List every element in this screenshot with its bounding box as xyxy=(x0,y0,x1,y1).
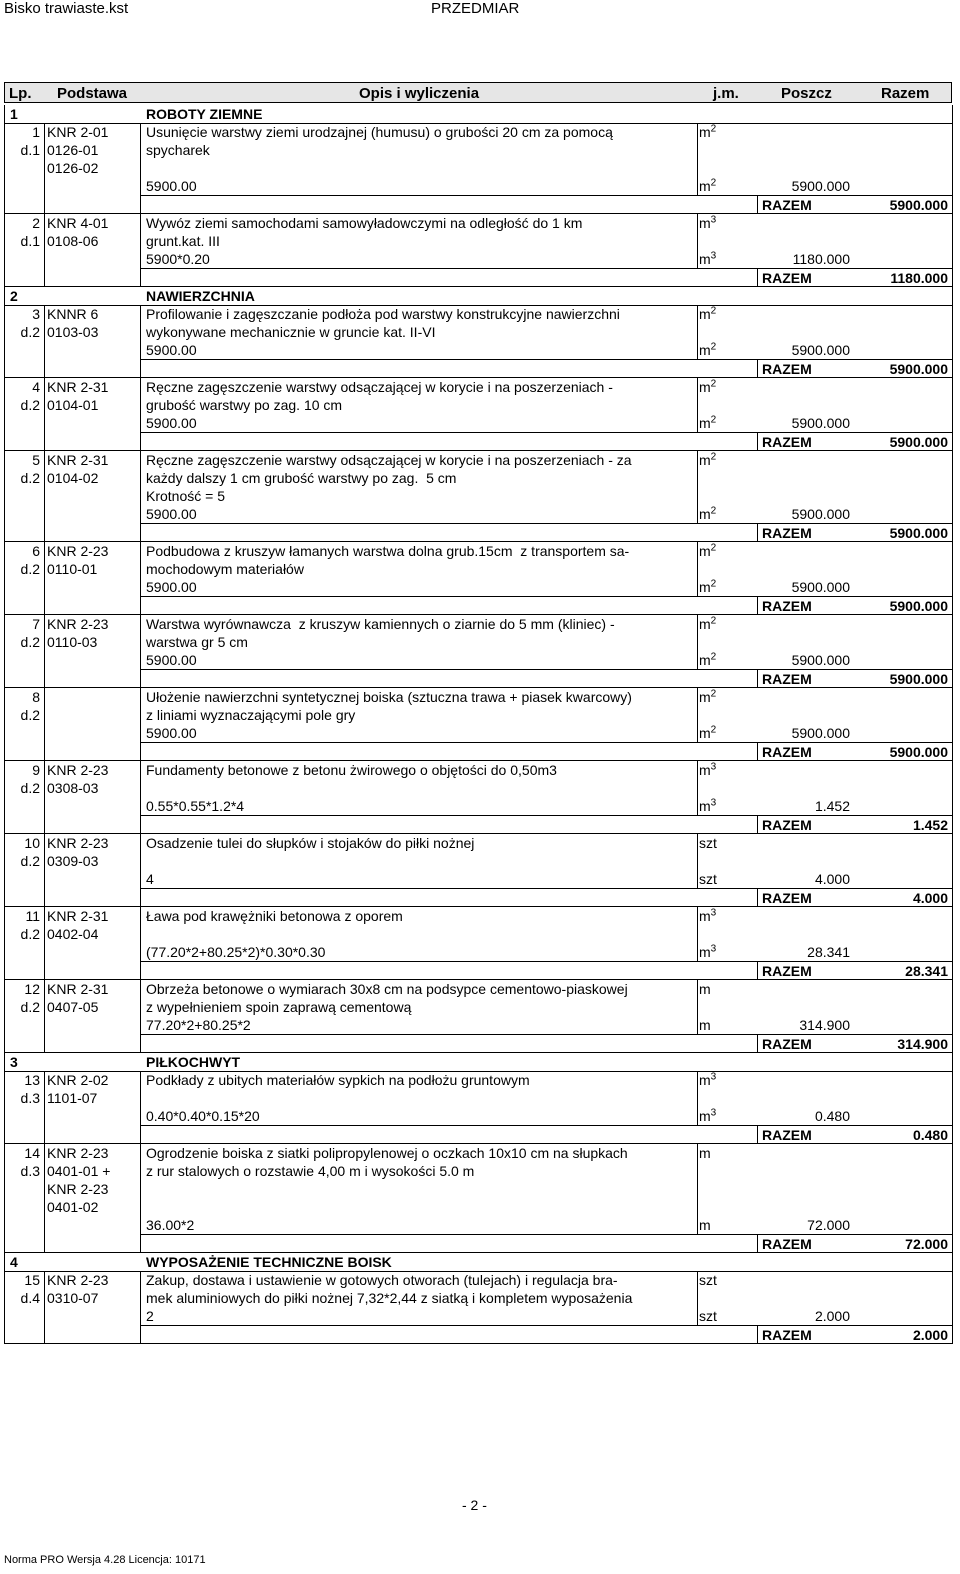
item-chapter: d.1 xyxy=(20,142,40,158)
column-divider xyxy=(140,980,141,1052)
calc-unit: $m^2$ xyxy=(699,578,717,595)
column-divider xyxy=(140,214,141,286)
column-divider xyxy=(140,378,141,450)
razem-label: RAZEM xyxy=(762,1327,812,1343)
item-description: Krotność = 5 xyxy=(146,488,225,504)
column-divider xyxy=(4,378,5,450)
item-basis: 0402-04 xyxy=(47,926,99,942)
item-basis: KNR 2-23 xyxy=(47,1145,109,1161)
column-divider xyxy=(697,542,698,596)
col-podstawa: Podstawa xyxy=(57,85,128,102)
column-divider xyxy=(697,980,698,1034)
column-divider xyxy=(140,542,141,614)
item-description: z rur stalowych o rozstawie 4,00 m i wysokości 5.0 m xyxy=(146,1163,475,1179)
item-number: 11 xyxy=(25,908,40,924)
item-basis: 0110-01 xyxy=(47,561,98,577)
item-chapter: d.2 xyxy=(20,707,40,723)
column-divider xyxy=(697,123,698,195)
column-divider xyxy=(952,1071,953,1143)
razem-value: 5900.000 xyxy=(889,598,948,614)
item-unit: szt xyxy=(699,835,717,851)
column-divider xyxy=(44,451,45,541)
col-lp: Lp. xyxy=(9,85,32,102)
item-chapter: d.2 xyxy=(20,634,40,650)
item-number: 5 xyxy=(32,452,40,468)
column-divider xyxy=(140,761,141,833)
column-divider xyxy=(697,688,698,742)
item-unit: $m^3$ xyxy=(699,761,717,778)
column-divider xyxy=(697,834,698,888)
item-basis: KNR 2-23 xyxy=(47,543,109,559)
column-divider xyxy=(140,907,141,979)
item-number: 10 xyxy=(24,835,40,851)
item-description: Wywóz ziemi samochodami samowyładowczymi na odległość do 1 km xyxy=(146,215,583,231)
item-number: 15 xyxy=(24,1272,40,1288)
item-basis: KNR 2-31 xyxy=(47,379,109,395)
column-divider xyxy=(44,1071,45,1143)
column-divider xyxy=(952,907,953,979)
column-divider xyxy=(697,305,698,359)
footer-license: Norma PRO Wersja 4.28 Licencja: 10171 xyxy=(4,1554,206,1566)
column-divider xyxy=(4,615,5,687)
document-title: PRZEDMIAR xyxy=(431,0,520,17)
calc-formula: 5900.00 xyxy=(146,415,197,431)
razem-label: RAZEM xyxy=(762,744,812,760)
column-divider xyxy=(757,815,758,833)
column-divider xyxy=(140,1271,141,1343)
item-unit: $m^3$ xyxy=(699,1071,717,1088)
item-basis: 0126-01 xyxy=(47,142,99,158)
item-number: 2 xyxy=(32,215,40,231)
calc-formula: 4 xyxy=(146,871,154,887)
column-divider xyxy=(952,305,953,377)
column-divider xyxy=(757,1034,758,1052)
column-divider xyxy=(697,615,698,669)
calc-quantity: 5900.000 xyxy=(791,415,850,431)
item-basis: KNR 2-23 xyxy=(47,1272,109,1288)
column-divider xyxy=(44,378,45,450)
column-divider xyxy=(140,688,141,760)
column-divider xyxy=(952,123,953,213)
razem-value: 314.900 xyxy=(897,1036,948,1052)
razem-value: 4.000 xyxy=(912,890,948,906)
razem-value: 1.452 xyxy=(912,817,948,833)
razem-value: 5900.000 xyxy=(889,361,948,377)
column-divider xyxy=(4,980,5,1052)
razem-label: RAZEM xyxy=(762,598,812,614)
column-divider xyxy=(757,596,758,614)
column-divider xyxy=(44,123,45,213)
section-title: NAWIERZCHNIA xyxy=(146,288,255,304)
calc-quantity: 1.452 xyxy=(814,798,850,814)
item-chapter: d.2 xyxy=(20,397,40,413)
item-unit: $m^2$ xyxy=(699,688,717,705)
calc-formula: 0.40*0.40*0.15*20 xyxy=(146,1108,260,1124)
razem-label: RAZEM xyxy=(762,361,812,377)
column-divider xyxy=(952,1271,953,1343)
column-divider xyxy=(952,1144,953,1252)
column-divider xyxy=(44,907,45,979)
calc-unit: $m^3$ xyxy=(699,1107,717,1124)
razem-label: RAZEM xyxy=(762,270,812,286)
column-divider xyxy=(4,688,5,760)
column-divider xyxy=(757,359,758,377)
item-unit: $m^2$ xyxy=(699,451,717,468)
item-unit: $m^2$ xyxy=(699,542,717,559)
calc-formula: (77.20*2+80.25*2)*0.30*0.30 xyxy=(146,944,326,960)
item-chapter: d.2 xyxy=(20,324,40,340)
razem-value: 5900.000 xyxy=(889,197,948,213)
calc-formula: 36.00*2 xyxy=(146,1217,195,1233)
calc-quantity: 5900.000 xyxy=(791,178,850,194)
item-number: 7 xyxy=(32,616,40,632)
column-divider xyxy=(4,451,5,541)
section-title: PIŁKOCHWYT xyxy=(146,1054,241,1070)
column-divider xyxy=(952,980,953,1052)
item-number: 3 xyxy=(32,306,40,322)
column-divider xyxy=(952,542,953,614)
column-divider xyxy=(4,1053,5,1071)
column-divider xyxy=(757,1234,758,1252)
item-basis: KNR 2-23 xyxy=(47,762,109,778)
item-description: Ułożenie nawierzchni syntetycznej boiska (sztuczna trawa + piasek kwarcowy) xyxy=(146,689,632,705)
column-divider xyxy=(44,688,45,760)
col-jm: j.m. xyxy=(713,85,739,102)
razem-value: 5900.000 xyxy=(889,671,948,687)
item-unit: $m^3$ xyxy=(699,907,717,924)
calc-unit: $m^2$ xyxy=(699,414,717,431)
item-description: Ogrodzenie boiska z siatki polipropylenowej o oczkach 10x10 cm na słupkach xyxy=(146,1145,628,1161)
item-number: 8 xyxy=(32,689,40,705)
column-divider xyxy=(4,1071,5,1143)
column-divider xyxy=(952,1053,953,1071)
item-description: mochodowym materiałów xyxy=(146,561,304,577)
column-divider xyxy=(4,834,5,906)
item-basis: 0309-03 xyxy=(47,853,99,869)
item-unit: $m^2$ xyxy=(699,123,717,140)
item-description: mek aluminiowych do piłki nożnej 7,32*2,44 z siatką i kompletem wyposażenia xyxy=(146,1290,633,1306)
item-chapter: d.3 xyxy=(20,1163,40,1179)
section-number: 3 xyxy=(10,1054,18,1070)
column-divider xyxy=(4,287,5,305)
item-unit: $m^2$ xyxy=(699,305,717,322)
item-description: z wypełnieniem spoin zaprawą cementową xyxy=(146,999,412,1015)
column-divider xyxy=(697,378,698,432)
item-unit: $m^2$ xyxy=(699,615,717,632)
item-chapter: d.2 xyxy=(20,999,40,1015)
calc-unit: $m^2$ xyxy=(699,505,717,522)
column-divider xyxy=(140,123,141,213)
item-basis: 0104-01 xyxy=(47,397,99,413)
razem-label: RAZEM xyxy=(762,671,812,687)
column-divider xyxy=(140,834,141,906)
column-divider xyxy=(952,834,953,906)
item-number: 9 xyxy=(32,762,40,778)
item-description: 2 xyxy=(146,1308,154,1324)
item-description: Obrzeża betonowe o wymiarach 30x8 cm na podsypce cementowo-piaskowej xyxy=(146,981,628,997)
column-divider xyxy=(952,287,953,305)
item-basis: 0103-03 xyxy=(47,324,99,340)
column-divider xyxy=(697,451,698,523)
razem-label: RAZEM xyxy=(762,525,812,541)
column-divider xyxy=(757,888,758,906)
item-basis: KNR 4-01 xyxy=(47,215,109,231)
column-divider xyxy=(44,834,45,906)
calc-quantity: 5900.000 xyxy=(791,579,850,595)
section-title: WYPOSAŻENIE TECHNICZNE BOISK xyxy=(146,1254,392,1270)
calc-formula: 5900.00 xyxy=(146,178,197,194)
column-divider xyxy=(697,761,698,815)
item-basis: 0104-02 xyxy=(47,470,99,486)
razem-value: 5900.000 xyxy=(889,434,948,450)
column-divider xyxy=(757,195,758,213)
calc-formula: 77.20*2+80.25*2 xyxy=(146,1017,251,1033)
item-chapter: d.4 xyxy=(20,1290,40,1306)
calc-quantity: 0.480 xyxy=(814,1108,850,1124)
item-basis: 0308-03 xyxy=(47,780,99,796)
item-number: 14 xyxy=(24,1145,40,1161)
column-divider xyxy=(44,305,45,377)
section-number: 4 xyxy=(10,1254,18,1270)
calc-unit: m xyxy=(699,1217,711,1233)
column-divider xyxy=(4,761,5,833)
column-divider xyxy=(757,432,758,450)
column-divider xyxy=(952,451,953,541)
column-divider xyxy=(4,305,5,377)
item-basis: KNR 2-23 xyxy=(47,1181,109,1197)
column-divider xyxy=(140,1071,141,1143)
razem-label: RAZEM xyxy=(762,1127,812,1143)
item-description: Fundamenty betonowe z betonu żwirowego o objętości do 0,50m3 xyxy=(146,762,557,778)
column-divider xyxy=(140,1144,141,1252)
item-description: wykonywane mechanicznie w gruncie kat. II-VI xyxy=(146,324,436,340)
item-chapter: d.2 xyxy=(20,470,40,486)
item-basis: 1101-07 xyxy=(47,1090,98,1106)
item-chapter: d.2 xyxy=(20,561,40,577)
column-divider xyxy=(4,542,5,614)
razem-value: 1180.000 xyxy=(890,270,948,286)
calc-unit: $m^3$ xyxy=(699,797,717,814)
page-number: - 2 - xyxy=(462,1497,487,1513)
column-divider xyxy=(697,1271,698,1325)
calc-formula: 5900*0.20 xyxy=(146,251,210,267)
column-divider xyxy=(44,214,45,286)
column-divider xyxy=(952,1253,953,1271)
calc-quantity: 1180.000 xyxy=(792,251,850,267)
calc-quantity: 4.000 xyxy=(814,871,850,887)
calc-unit: m xyxy=(699,1017,711,1033)
calc-formula: 5900.00 xyxy=(146,579,197,595)
item-basis: KNR 2-01 xyxy=(47,124,109,140)
razem-value: 0.480 xyxy=(912,1127,948,1143)
column-divider xyxy=(757,1325,758,1343)
column-divider xyxy=(4,123,5,213)
column-divider xyxy=(952,688,953,760)
column-divider xyxy=(697,1144,698,1234)
column-divider xyxy=(140,451,141,541)
calc-unit: $m^3$ xyxy=(699,250,717,267)
calc-quantity: 5900.000 xyxy=(791,652,850,668)
column-divider xyxy=(4,1271,5,1343)
calc-quantity: 72.000 xyxy=(807,1217,850,1233)
column-divider xyxy=(44,1271,45,1343)
column-divider xyxy=(44,761,45,833)
calc-formula: 5900.00 xyxy=(146,342,197,358)
item-number: 13 xyxy=(24,1072,40,1088)
column-divider xyxy=(4,1253,5,1271)
col-razem: Razem xyxy=(881,85,930,102)
col-opis: Opis i wyliczenia xyxy=(359,85,480,102)
item-description: Podbudowa z kruszyw łamanych warstwa dolna grub.15cm z transportem sa- xyxy=(146,543,630,559)
item-description: Zakup, dostawa i ustawienie w gotowych otworach (tulejach) i regulacja bra- xyxy=(146,1272,618,1288)
item-basis: 0126-02 xyxy=(47,160,99,176)
col-poszcz: Poszcz xyxy=(781,85,832,102)
calc-quantity: 5900.000 xyxy=(791,725,850,741)
calc-formula: 0.55*0.55*1.2*4 xyxy=(146,798,245,814)
item-chapter: d.3 xyxy=(20,1090,40,1106)
item-basis: 0108-06 xyxy=(47,233,99,249)
column-divider xyxy=(44,615,45,687)
item-number: 4 xyxy=(32,379,40,395)
razem-label: RAZEM xyxy=(762,963,812,979)
column-divider xyxy=(952,615,953,687)
column-divider xyxy=(757,742,758,760)
calc-quantity: 314.900 xyxy=(799,1017,850,1033)
item-description: Warstwa wyrównawcza z kruszyw kamiennych o ziarnie do 5 mm (kliniec) - xyxy=(146,616,615,632)
column-divider xyxy=(757,523,758,541)
section-number: 1 xyxy=(10,106,18,122)
calc-unit: $m^2$ xyxy=(699,651,717,668)
razem-value: 5900.000 xyxy=(889,744,948,760)
calc-quantity: 28.341 xyxy=(807,944,850,960)
item-basis: KNR 2-31 xyxy=(47,452,109,468)
item-unit: $m^2$ xyxy=(699,378,717,395)
item-number: 12 xyxy=(24,981,40,997)
calc-unit: $m^3$ xyxy=(699,943,717,960)
calc-quantity: 5900.000 xyxy=(791,342,850,358)
razem-value: 5900.000 xyxy=(889,525,948,541)
item-basis: KNR 2-31 xyxy=(47,981,109,997)
column-divider xyxy=(4,1144,5,1252)
item-description: spycharek xyxy=(146,142,210,158)
razem-label: RAZEM xyxy=(762,197,812,213)
column-divider xyxy=(697,907,698,961)
item-description: z liniami wyznaczającymi pole gry xyxy=(146,707,356,723)
item-description: warstwa gr 5 cm xyxy=(146,634,248,650)
column-divider xyxy=(4,907,5,979)
file-name: Bisko trawiaste.kst xyxy=(4,0,129,17)
column-divider xyxy=(757,268,758,286)
item-description: grunt.kat. III xyxy=(146,233,220,249)
column-divider xyxy=(757,1125,758,1143)
column-divider xyxy=(757,961,758,979)
item-basis: KNR 2-23 xyxy=(47,616,109,632)
row-divider xyxy=(4,1343,953,1344)
razem-label: RAZEM xyxy=(762,1036,812,1052)
item-unit: m xyxy=(699,1145,711,1161)
column-divider xyxy=(952,105,953,123)
column-divider xyxy=(757,669,758,687)
calc-formula: 5900.00 xyxy=(146,652,197,668)
column-divider xyxy=(4,105,5,123)
item-basis: 0110-03 xyxy=(47,634,98,650)
item-basis: KNR 2-23 xyxy=(47,835,109,851)
item-basis: 0401-02 xyxy=(47,1199,99,1215)
item-chapter: d.2 xyxy=(20,780,40,796)
item-basis: 0401-01 + xyxy=(47,1163,111,1179)
item-basis: 0310-07 xyxy=(47,1290,99,1306)
calc-unit: $m^2$ xyxy=(699,724,717,741)
item-number: 1 xyxy=(32,124,40,140)
item-description: Osadzenie tulei do słupków i stojaków do piłki nożnej xyxy=(146,835,475,851)
item-description: Ręczne zagęszczenie warstwy odsączającej w korycie i na poszerzeniach - za xyxy=(146,452,632,468)
section-title: ROBOTY ZIEMNE xyxy=(146,106,263,122)
column-divider xyxy=(952,214,953,286)
calc-unit: szt xyxy=(699,1308,717,1324)
calc-quantity: 5900.000 xyxy=(791,506,850,522)
column-divider xyxy=(44,1144,45,1252)
razem-value: 72.000 xyxy=(905,1236,948,1252)
item-unit: m xyxy=(699,981,711,997)
column-divider xyxy=(44,542,45,614)
item-number: 6 xyxy=(32,543,40,559)
razem-label: RAZEM xyxy=(762,434,812,450)
column-divider xyxy=(140,305,141,377)
column-divider xyxy=(140,615,141,687)
item-description: każdy dalszy 1 cm grubość warstwy po zag. 5 cm xyxy=(146,470,457,486)
calc-formula: 5900.00 xyxy=(146,506,197,522)
item-description: Podkłady z ubitych materiałów sypkich na podłożu gruntowym xyxy=(146,1072,530,1088)
calc-unit: szt xyxy=(699,871,717,887)
item-chapter: d.2 xyxy=(20,853,40,869)
razem-value: 2.000 xyxy=(912,1327,948,1343)
calc-quantity: 2.000 xyxy=(814,1308,850,1324)
item-basis: KNR 2-02 xyxy=(47,1072,109,1088)
calc-unit: $m^2$ xyxy=(699,341,717,358)
calc-unit: $m^2$ xyxy=(699,177,717,194)
column-divider xyxy=(952,378,953,450)
razem-label: RAZEM xyxy=(762,890,812,906)
column-divider xyxy=(952,761,953,833)
section-number: 2 xyxy=(10,288,18,304)
item-unit: szt xyxy=(699,1272,717,1288)
column-divider xyxy=(697,1071,698,1125)
item-description: Ręczne zagęszczenie warstwy odsączającej w korycie i na poszerzeniach - xyxy=(146,379,613,395)
item-basis: KNR 2-31 xyxy=(47,908,109,924)
item-chapter: d.1 xyxy=(20,233,40,249)
razem-label: RAZEM xyxy=(762,817,812,833)
item-basis: KNNR 6 xyxy=(47,306,99,322)
razem-label: RAZEM xyxy=(762,1236,812,1252)
item-unit: $m^3$ xyxy=(699,214,717,231)
item-chapter: d.2 xyxy=(20,926,40,942)
column-divider xyxy=(44,980,45,1052)
calc-formula: 5900.00 xyxy=(146,725,197,741)
item-description: grubość warstwy po zag. 10 cm xyxy=(146,397,343,413)
column-divider xyxy=(697,214,698,268)
item-description: Usunięcie warstwy ziemi urodzajnej (humusu) o grubości 20 cm za pomocą xyxy=(146,124,613,140)
razem-value: 28.341 xyxy=(905,963,948,979)
item-basis: 0407-05 xyxy=(47,999,99,1015)
item-description: Ława pod krawężniki betonowa z oporem xyxy=(146,908,403,924)
column-divider xyxy=(4,214,5,286)
item-description: Profilowanie i zagęszczanie podłoża pod warstwy konstrukcyjne nawierzchni xyxy=(146,306,620,322)
